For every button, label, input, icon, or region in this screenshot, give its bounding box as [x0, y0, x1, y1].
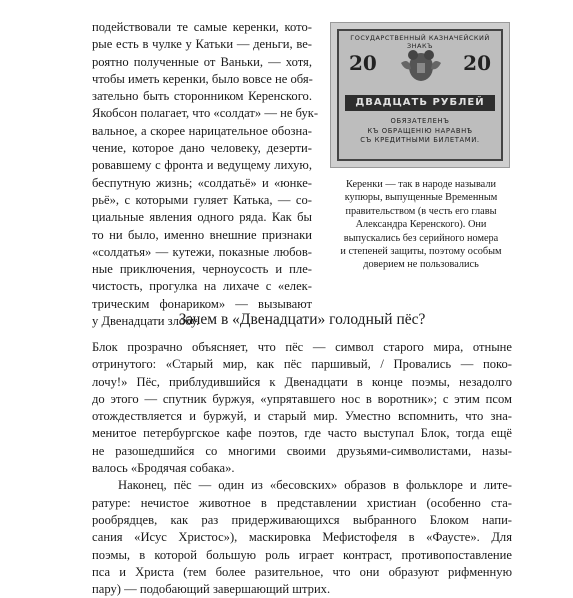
text-line: подействовали те самые керенки, кото-: [92, 20, 312, 34]
text-line: рьё», с которыми гуляет Катька, — со-: [92, 192, 312, 207]
caption-line: Керенки — так в народе называли: [345, 179, 496, 190]
text-line: роятно полученные от Ваньки, — хотя,: [92, 54, 312, 69]
text-line: отождествляется и буржуй, и старый мир. Уместно вспомнить, что зна-: [92, 409, 512, 424]
banknote-figure: [328, 22, 514, 272]
text-line: лочу!» Пёс, приблудившийся к Двенадцати в конце поэмы, незадолго: [92, 374, 512, 389]
text-line: чистость, прогулка на лихаче с «елек-: [92, 279, 312, 294]
banknote-top-text: ГОСУДАРСТВЕННЫЙ КАЗНАЧЕЙСКИЙ ЗНАКЪ: [350, 34, 490, 50]
banknote-bottom-text: [359, 117, 481, 146]
left-column-text: [92, 19, 319, 330]
text-line: зательно быть сторонником Керенского.: [92, 89, 312, 104]
banknote-bottom-line: СЪ КРЕДИТНЫМИ БИЛЕТАМИ.: [360, 136, 480, 144]
caption-line: и степеней защиты, поэтому особым: [340, 246, 502, 258]
text-line: ровавшему с фронта и ведущему лихую,: [92, 158, 312, 173]
text-line: валось «Бродячая собака».: [92, 461, 235, 476]
caption-line: доверием не пользовались: [363, 259, 479, 271]
text-line: «солдатья» — кутежи, показные любов-: [92, 244, 312, 259]
text-line: рообрядцев, как раз придерживающихся выбранного Блоком напи-: [92, 512, 512, 527]
text-line: рые есть в чулке у Катьки — деньги, ве-: [92, 37, 312, 52]
text-line: то ни было, именно внешние признаки: [92, 227, 312, 242]
banknote-title: ДВАДЦАТЬ РУБЛЕЙ: [345, 95, 495, 111]
text-line: не разошедшийся со многими своими друзьями-символистами, назы-: [92, 443, 512, 458]
text-line: Наконец, пёс — один из «бесовских» образов в фольклоре и лите-: [118, 478, 512, 493]
text-line: Блок прозрачно объясняет, что пёс — символ старого мира, отныне: [92, 340, 512, 354]
caption-line: Александра Керенского). Они: [355, 219, 487, 231]
banknote-denomination-right: 20: [463, 51, 491, 75]
section-heading: Зачем в «Двенадцати» голодный пёс?: [178, 311, 426, 328]
section-body: [92, 339, 512, 598]
text-line: трическим фонариком» — вызывают: [92, 296, 312, 311]
text-line: ные приключения, черноусость и пле-: [92, 262, 312, 277]
text-line: менитое петербургское кафе поэтов, где часто выступал Блок, тогда ещё: [92, 426, 512, 441]
caption-line: выпускались без серийного номера: [343, 232, 499, 244]
text-line: пса и Христа (тем более разительное, что они образуют рифменную: [92, 564, 512, 579]
caption-line: купюры, выпущенные Временным: [344, 192, 498, 204]
text-line: чение, которое дано человеку, дезерти-: [92, 141, 312, 156]
banknote-bottom-line: ОБЯЗАТЕЛЕНЪ: [390, 117, 450, 125]
caption-line: правительством (в честь его главы: [345, 205, 497, 217]
text-line: сания «Исус Христос»), маскировка Мефистофеля в «Фаусте». Для: [92, 530, 512, 545]
text-line: ратуре: нечистое животное в представлении христиан (особенно ста-: [92, 495, 512, 510]
text-line: вальное, а скорее нарицательное обозна-: [92, 123, 312, 138]
text-line: пару) — подобающий завершающий штрих.: [92, 582, 331, 597]
text-line: чтобы иметь керенки, было вовсе не обя-: [92, 71, 313, 86]
text-line: Якобсон полагает, что «солдат» — не бук-: [92, 106, 319, 121]
text-line: беспутную жизнь; «солдатьё» и «юнке-: [92, 175, 312, 190]
banknote-frame: [337, 29, 503, 161]
figure-caption: [328, 178, 514, 272]
banknote-bottom-line: КЪ ОБРАЩЕНІЮ НАРАВНѢ: [367, 126, 473, 135]
banknote-image: [330, 22, 510, 168]
banknote-denomination-left: 20: [349, 51, 377, 75]
text-line: до этого — спутник буржуя, «упрятавшего нос в воротник»; с этим псом: [92, 391, 512, 406]
text-line: циальные явления одного ряда. Как бы: [92, 210, 312, 225]
text-line: отринутого: «Старый мир, как пёс паршивый, / Провались — поко-: [92, 357, 512, 372]
text-line: у Двенадцати злобу.: [92, 314, 200, 329]
double-headed-eagle-icon: [397, 45, 445, 85]
text-line: поэмы, в которой большую роль играет контраст, противопоставление: [92, 547, 512, 562]
